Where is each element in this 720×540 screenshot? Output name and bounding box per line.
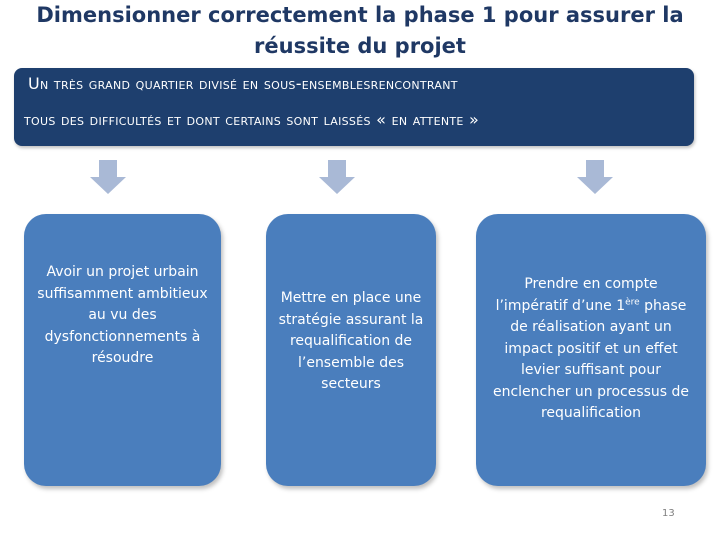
objective-text-3-post: phase de réalisation ayant un impact positif et un effet levier suffisant pour enclencher un processus de requalification [492, 297, 690, 421]
objective-box-1 [24, 214, 221, 486]
objective-text-3 [488, 274, 694, 425]
objective-text-3-pre: Prendre en compte l’impératif d’une 1 [495, 276, 658, 314]
down-arrow-icon [319, 160, 355, 194]
objective-box-3 [476, 214, 706, 486]
page-title [20, 0, 700, 62]
page-number: 13 [662, 508, 675, 519]
title-line-2: réussite du projet [254, 34, 466, 58]
objective-text-1: Avoir un projet urbain suffisamment ambitieux au vu des dysfonctionnements à résoudre [37, 264, 208, 366]
objective-text-2: Mettre en place une stratégie assurant la requalification de l’ensemble des secteurs [278, 290, 424, 392]
banner-line-1: Un très grand quartier divisé en sous-ensemblesrencontrant [28, 74, 458, 93]
banner-line-2: tous des difficultés et dont certains sont laissés « en attente » [24, 110, 480, 129]
down-arrow-icon [577, 160, 613, 194]
ordinal-superscript: ère [625, 296, 640, 307]
title-line-1: Dimensionner correctement la phase 1 pour assurer la [36, 3, 684, 27]
down-arrow-icon [90, 160, 126, 194]
objective-box-2 [266, 214, 436, 486]
context-banner [14, 68, 694, 146]
